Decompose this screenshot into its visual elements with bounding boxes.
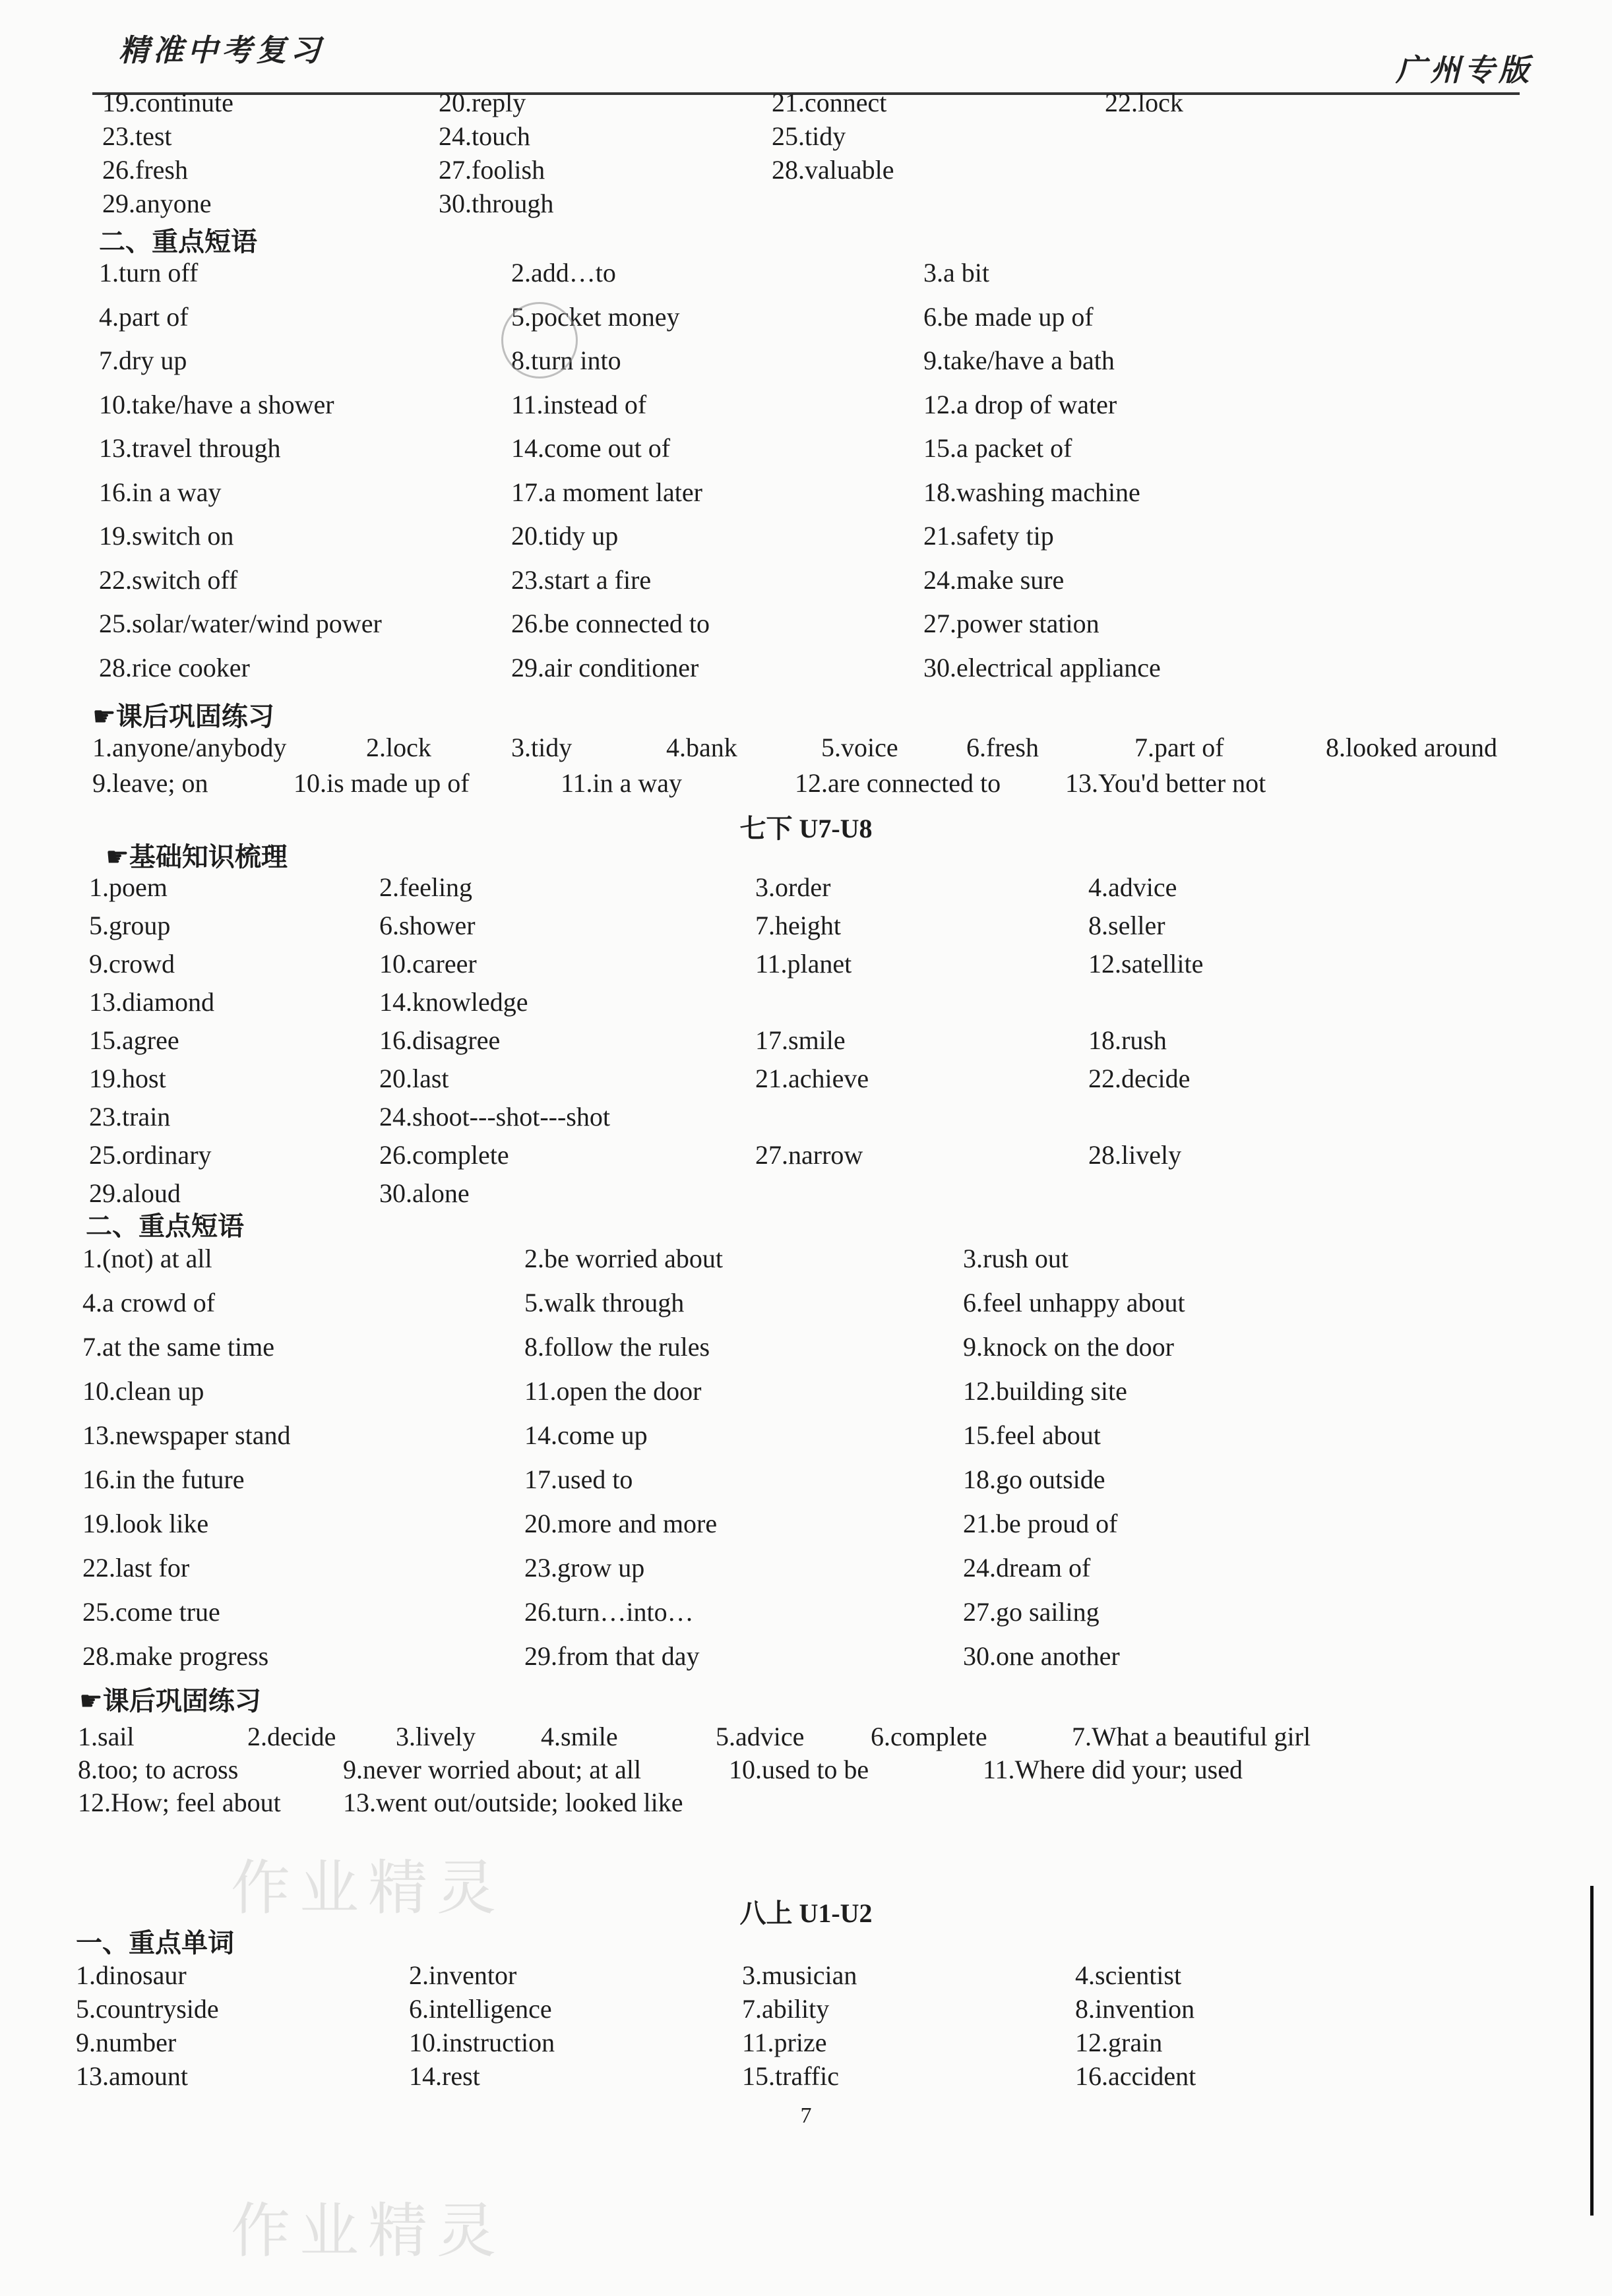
phrase-row [0, 344, 1612, 378]
answer-item: 1.dinosaur [76, 1960, 187, 1990]
answer-item: 2.add…to [511, 258, 616, 287]
answer-item: 7.part of [1134, 733, 1224, 762]
phrase-row [0, 1463, 1612, 1497]
answer-item: 15.agree [89, 1025, 179, 1055]
word-row [0, 1958, 1612, 1993]
phrase-row [0, 519, 1612, 553]
answer-item: 20.last [379, 1064, 449, 1093]
answer-item: 19.switch on [99, 521, 234, 551]
word-row [0, 1992, 1612, 2026]
answer-item: 29.from that day [524, 1641, 700, 1671]
answer-item: 16.in a way [99, 477, 222, 507]
phrase-row [0, 651, 1612, 685]
word-row [0, 1138, 1612, 1172]
answer-item: 7.at the same time [82, 1332, 275, 1362]
answer-item: 6.feel unhappy about [963, 1288, 1185, 1317]
answer-item: 9.never worried about; at all [343, 1755, 642, 1784]
answer-item: 20.reply [439, 88, 526, 117]
section-title: ☛课后巩固练习 [79, 1686, 261, 1716]
section-title: 一、重点单词 [76, 1928, 234, 1958]
answer-item: 14.rest [409, 2061, 480, 2091]
phrase-row [0, 1418, 1612, 1453]
answer-item: 9.take/have a bath [923, 346, 1115, 375]
answer-item: 26.fresh [102, 155, 188, 185]
answer-item: 24.touch [439, 121, 530, 151]
answer-item: 20.more and more [524, 1509, 718, 1538]
answer-item: 1.(not) at all [82, 1244, 212, 1273]
word-row [0, 870, 1612, 905]
answer-item: 1.anyone/anybody [92, 733, 287, 762]
answer-item: 12.How; feel about [78, 1788, 281, 1817]
answer-item: 11.prize [742, 2028, 827, 2057]
answer-item: 2.be worried about [524, 1244, 724, 1273]
answer-item: 17.a moment later [511, 477, 702, 507]
answer-item: 28.lively [1088, 1140, 1182, 1170]
answer-item: 12.a drop of water [923, 389, 1117, 419]
answer-item: 6.fresh [966, 733, 1039, 762]
answer-item: 21.safety tip [923, 521, 1054, 551]
answer-item: 24.make sure [923, 564, 1065, 595]
stamp-mark [501, 302, 578, 378]
answer-item: 7.dry up [99, 346, 187, 375]
answer-item: 11.Where did your; used [983, 1755, 1243, 1784]
answer-item: 14.come up [524, 1420, 648, 1450]
answer-item: 12.grain [1075, 2028, 1163, 2057]
answer-item: 5.pocket money [511, 301, 680, 332]
answer-item: 28.valuable [772, 155, 894, 185]
answer-item: 26.complete [379, 1140, 509, 1170]
answer-item: 18.go outside [963, 1465, 1105, 1494]
answer-item: 1.poem [89, 872, 168, 902]
answer-item: 21.connect [772, 88, 887, 117]
answer-item: 26.turn…into… [524, 1597, 694, 1627]
answer-item: 25.come true [82, 1597, 220, 1627]
header-left: 精准中考复习 [119, 32, 325, 68]
answer-item: 7.ability [742, 1994, 830, 2024]
answer-item: 6.intelligence [409, 1994, 552, 2024]
answer-item: 19.continute [102, 88, 233, 117]
answer-item: 2.lock [366, 733, 431, 762]
answer-item: 3.order [755, 872, 831, 902]
header-right: 广州专版 [1396, 52, 1533, 88]
answer-item: 6.shower [379, 911, 476, 940]
practice-row [0, 1753, 1612, 1787]
answer-item: 11.in a way [561, 768, 683, 798]
answer-item: 30.one another [963, 1641, 1120, 1671]
answer-item: 13.You'd better not [1065, 768, 1266, 798]
word-row [0, 2026, 1612, 2060]
watermark-mid: 作业精灵 [231, 1854, 505, 1923]
answer-item: 13.went out/outside; looked like [343, 1788, 683, 1817]
answer-item: 5.walk through [524, 1288, 685, 1317]
phrase-row [0, 1507, 1612, 1541]
word-row [0, 985, 1612, 1019]
answer-item: 29.anyone [102, 189, 212, 218]
answer-item: 7.What a beautiful girl [1072, 1722, 1311, 1751]
answer-item: 8.looked around [1326, 733, 1497, 762]
answer-item: 10.used to be [729, 1755, 869, 1784]
answer-item: 24.dream of [963, 1553, 1091, 1583]
phrase-row [0, 388, 1612, 422]
word-row [0, 1062, 1612, 1096]
answer-item: 1.turn off [99, 258, 199, 287]
unit-title: 八上 U1-U2 [739, 1898, 873, 1928]
answer-item: 12.building site [963, 1376, 1127, 1406]
answer-item: 17.used to [524, 1465, 633, 1494]
answer-item: 13.diamond [89, 987, 214, 1017]
answer-item: 4.smile [541, 1722, 618, 1751]
answer-item: 4.bank [666, 733, 737, 762]
phrase-row [0, 563, 1612, 597]
answer-item: 19.host [89, 1064, 166, 1093]
answer-item: 15.a packet of [923, 433, 1072, 463]
watermark-bottom: 作业精灵 [231, 2196, 505, 2266]
answer-item: 22.lock [1105, 88, 1183, 117]
answer-item: 21.be proud of [963, 1509, 1118, 1538]
answer-item: 9.knock on the door [963, 1332, 1174, 1362]
unit-title: 七下 U7-U8 [739, 814, 873, 843]
word-row [0, 1100, 1612, 1134]
answer-item: 4.part of [99, 301, 189, 332]
phrase-row [0, 1595, 1612, 1629]
page-number: 7 [800, 2103, 812, 2128]
word-row [0, 2059, 1612, 2094]
answer-item: 23.grow up [524, 1553, 645, 1583]
answer-item: 28.make progress [82, 1641, 269, 1671]
answer-item: 11.planet [755, 949, 852, 979]
answer-item: 6.complete [871, 1722, 987, 1751]
answer-item: 12.are connected to [795, 768, 1001, 798]
answer-item: 2.feeling [379, 872, 473, 902]
answer-item: 28.rice cooker [99, 652, 250, 682]
answer-item: 8.too; to across [78, 1755, 239, 1784]
answer-item: 29.air conditioner [511, 652, 699, 682]
answer-item: 30.electrical appliance [923, 652, 1161, 682]
answer-item: 5.countryside [76, 1994, 219, 2024]
answer-item: 10.instruction [409, 2028, 555, 2057]
practice-row [0, 1786, 1612, 1820]
phrase-row [0, 1551, 1612, 1585]
answer-item: 22.last for [82, 1553, 190, 1583]
answer-item: 9.number [76, 2028, 177, 2057]
word-row [0, 86, 1612, 120]
answer-item: 11.instead of [511, 389, 647, 419]
answer-item: 27.narrow [755, 1140, 863, 1170]
answer-item: 4.advice [1088, 872, 1177, 902]
answer-item: 12.satellite [1088, 949, 1204, 979]
answer-item: 7.height [755, 911, 841, 940]
phrase-row [0, 431, 1612, 466]
section-title: ☛课后巩固练习 [92, 702, 274, 732]
answer-item: 18.rush [1088, 1025, 1167, 1055]
answer-item: 3.a bit [923, 258, 989, 287]
phrase-row [0, 1242, 1612, 1276]
answer-item: 3.musician [742, 1960, 857, 1990]
phrase-row [0, 1374, 1612, 1408]
answer-item: 15.feel about [963, 1420, 1101, 1450]
answer-item: 20.tidy up [511, 521, 619, 551]
word-row [0, 187, 1612, 221]
answer-item: 10.clean up [82, 1376, 204, 1406]
answer-item: 8.seller [1088, 911, 1165, 940]
section-title: 二、重点短语 [86, 1211, 244, 1242]
answer-item: 25.ordinary [89, 1140, 212, 1170]
phrase-row [0, 1330, 1612, 1364]
phrase-row [0, 1286, 1612, 1320]
answer-item: 19.look like [82, 1509, 209, 1538]
phrase-row [0, 256, 1612, 290]
phrase-row [0, 475, 1612, 510]
answer-item: 13.travel through [99, 433, 281, 463]
word-row [0, 119, 1612, 154]
word-row [0, 909, 1612, 943]
answer-item: 9.crowd [89, 949, 175, 979]
practice-row [0, 766, 1612, 801]
answer-item: 13.amount [76, 2061, 188, 2091]
answer-item: 15.traffic [742, 2061, 839, 2091]
answer-item: 26.be connected to [511, 609, 710, 638]
answer-item: 21.achieve [755, 1064, 869, 1093]
answer-item: 16.disagree [379, 1025, 501, 1055]
answer-item: 1.sail [78, 1722, 135, 1751]
section-title: ☛基础知识梳理 [106, 842, 288, 872]
answer-item: 10.take/have a shower [99, 389, 334, 419]
answer-item: 11.open the door [524, 1376, 702, 1406]
answer-item: 5.voice [821, 733, 898, 762]
page-edge-shadow [1590, 1886, 1594, 2216]
answer-item: 14.come out of [511, 433, 671, 463]
answer-item: 4.scientist [1075, 1960, 1182, 1990]
answer-item: 14.knowledge [379, 987, 528, 1017]
answer-item: 17.smile [755, 1025, 846, 1055]
answer-item: 3.tidy [511, 733, 573, 762]
word-row [0, 153, 1612, 187]
answer-item: 23.start a fire [511, 564, 652, 595]
answer-item: 27.power station [923, 609, 1100, 638]
answer-item: 30.alone [379, 1178, 470, 1208]
practice-row [0, 1720, 1612, 1754]
answer-item: 29.aloud [89, 1178, 181, 1208]
answer-item: 27.go sailing [963, 1597, 1100, 1627]
answer-item: 2.decide [247, 1722, 336, 1751]
answer-item: 25.tidy [772, 121, 846, 151]
answer-item: 22.decide [1088, 1064, 1191, 1093]
answer-item: 30.through [439, 189, 554, 218]
answer-item: 10.career [379, 949, 477, 979]
answer-item: 13.newspaper stand [82, 1420, 291, 1450]
answer-item: 3.lively [396, 1722, 476, 1751]
phrase-row [0, 300, 1612, 334]
answer-item: 8.turn into [511, 346, 621, 375]
section-title: 二、重点短语 [99, 227, 257, 257]
phrase-row [0, 607, 1612, 641]
answer-item: 10.is made up of [294, 768, 470, 798]
phrase-row [0, 1639, 1612, 1674]
answer-item: 24.shoot---shot---shot [379, 1102, 610, 1132]
answer-item: 23.test [102, 121, 172, 151]
practice-row [0, 731, 1612, 765]
answer-item: 5.group [89, 911, 171, 940]
answer-item: 18.washing machine [923, 477, 1140, 507]
answer-item: 2.inventor [409, 1960, 517, 1990]
answer-item: 8.follow the rules [524, 1332, 710, 1362]
answer-item: 4.a crowd of [82, 1288, 216, 1317]
answer-item: 27.foolish [439, 155, 545, 185]
answer-item: 5.advice [716, 1722, 805, 1751]
answer-item: 16.in the future [82, 1465, 245, 1494]
answer-item: 22.switch off [99, 564, 238, 595]
answer-item: 6.be made up of [923, 301, 1094, 332]
answer-item: 23.train [89, 1102, 171, 1132]
answer-item: 25.solar/water/wind power [99, 609, 382, 638]
word-row [0, 947, 1612, 981]
answer-item: 8.invention [1075, 1994, 1195, 2024]
answer-item: 9.leave; on [92, 768, 208, 798]
word-row [0, 1023, 1612, 1058]
answer-item: 16.accident [1075, 2061, 1196, 2091]
answer-item: 3.rush out [963, 1244, 1069, 1273]
